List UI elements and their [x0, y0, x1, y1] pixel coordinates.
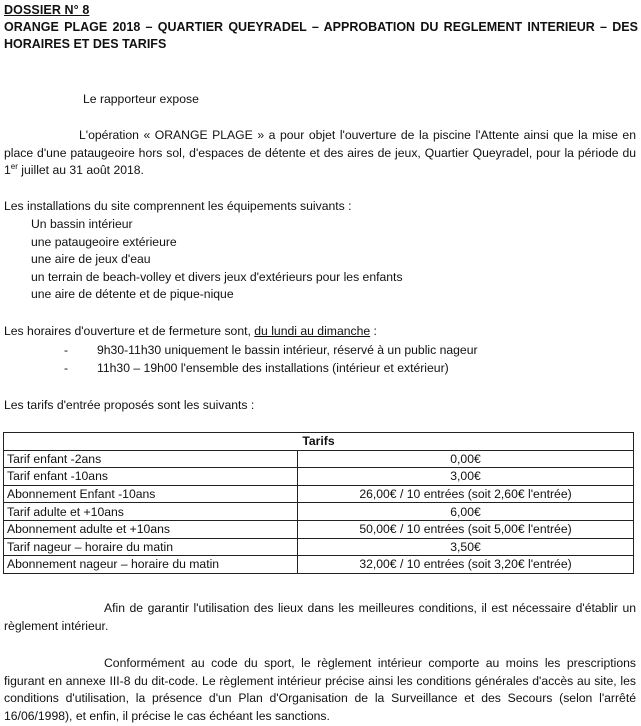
list-item: une aire de jeux d'eau	[31, 252, 151, 266]
tarif-value: 6,00€	[298, 503, 634, 521]
rapporteur-line: Le rapporteur expose	[83, 92, 199, 106]
tarifs-table	[3, 432, 634, 574]
operation-text-after: juillet au 31 août 2018.	[17, 163, 144, 177]
operation-text-before: L'opération « ORANGE PLAGE » a pour objet l'ouverture de la piscine l'Attente ainsi que la mise en place d'une pataugeoire hors sol, d'espaces de détente et des aires de jeux, Quartier Queyradel, pour la période du 1	[4, 128, 636, 177]
tarif-value: 26,00€ / 10 entrées (soit 2,60€ l'entrée)	[298, 485, 634, 503]
installations-intro: Les installations du site comprennent les équipements suivants :	[4, 199, 352, 213]
list-item: une aire de détente et de pique-nique	[31, 287, 234, 301]
list-item: un terrain de beach-volley et divers jeux d'extérieurs pour les enfants	[31, 269, 403, 284]
table-header: Tarifs	[4, 433, 634, 451]
list-item: - 9h30-11h30 uniquement le bassin intérieur, réservé à un public nageur	[60, 341, 478, 359]
tarif-label: Tarif enfant -2ans	[4, 450, 298, 468]
hours-intro-before: Les horaires d'ouverture et de fermeture sont,	[4, 324, 255, 338]
tarif-label: Abonnement Enfant -10ans	[4, 485, 298, 503]
tarif-label: Tarif adulte et +10ans	[4, 503, 298, 521]
tarif-value: 3,00€	[298, 468, 634, 486]
tarif-value: 50,00€ / 10 entrées (soit 5,00€ l'entrée)	[298, 520, 634, 538]
table-row	[4, 556, 634, 574]
dossier-number: DOSSIER N° 8	[4, 3, 90, 17]
dossier-heading: ORANGE PLAGE 2018 – QUARTIER QUEYRADEL – APPROBATION DU REGLEMENT INTERIEUR – DES HORAIRES ET DES TARIFS	[4, 20, 638, 51]
table-row	[4, 503, 634, 521]
table-row	[4, 538, 634, 556]
table-row	[4, 468, 634, 486]
list-item: une pataugeoire extérieure	[31, 234, 177, 249]
tarif-label: Tarif enfant -10ans	[4, 468, 298, 486]
table-row	[4, 520, 634, 538]
hours-intro-underlined: du lundi au dimanche	[254, 324, 371, 338]
table-row	[4, 485, 634, 503]
hours-intro	[4, 323, 377, 341]
tarif-value: 32,00€ / 10 entrées (soit 3,20€ l'entrée)	[298, 556, 634, 574]
hours-list	[60, 341, 478, 377]
hours-intro-after: :	[370, 324, 377, 338]
reglement-paragraph: Afin de garantir l'utilisation des lieux dans les meilleures conditions, il est nécessaire d'établir un règlement intérieur.	[4, 601, 636, 633]
table-row	[4, 450, 634, 468]
tarif-label: Abonnement nageur – horaire du matin	[4, 556, 298, 574]
tarif-label: Tarif nageur – horaire du matin	[4, 538, 298, 556]
table-header-row	[4, 433, 634, 451]
list-item: Un bassin intérieur	[31, 217, 133, 231]
operation-superscript: er	[10, 161, 18, 171]
operation-paragraph	[4, 127, 636, 180]
equipment-list	[31, 216, 403, 304]
code-sport-paragraph: Conformément au code du sport, le règlement intérieur comporte au moins les prescriptions figurant en annexe III-8 du dit-code. Le règlement intérieur précise ainsi les conditions générales d'accès au site, les conditions d'utilisation, la présence d'un Plan d'Organisation de la Surveillance et des Secours (selon l'arrêté 16/06/1998), et enfin, il précise le cas échéant les sanctions.	[4, 656, 636, 723]
tarif-value: 0,00€	[298, 450, 634, 468]
list-item: - 11h30 – 19h00 l'ensemble des installations (intérieur et extérieur)	[60, 359, 478, 377]
tarifs-intro: Les tarifs d'entrée proposés sont les suivants :	[4, 398, 255, 412]
tarif-label: Abonnement adulte et +10ans	[4, 520, 298, 538]
tarif-value: 3,50€	[298, 538, 634, 556]
